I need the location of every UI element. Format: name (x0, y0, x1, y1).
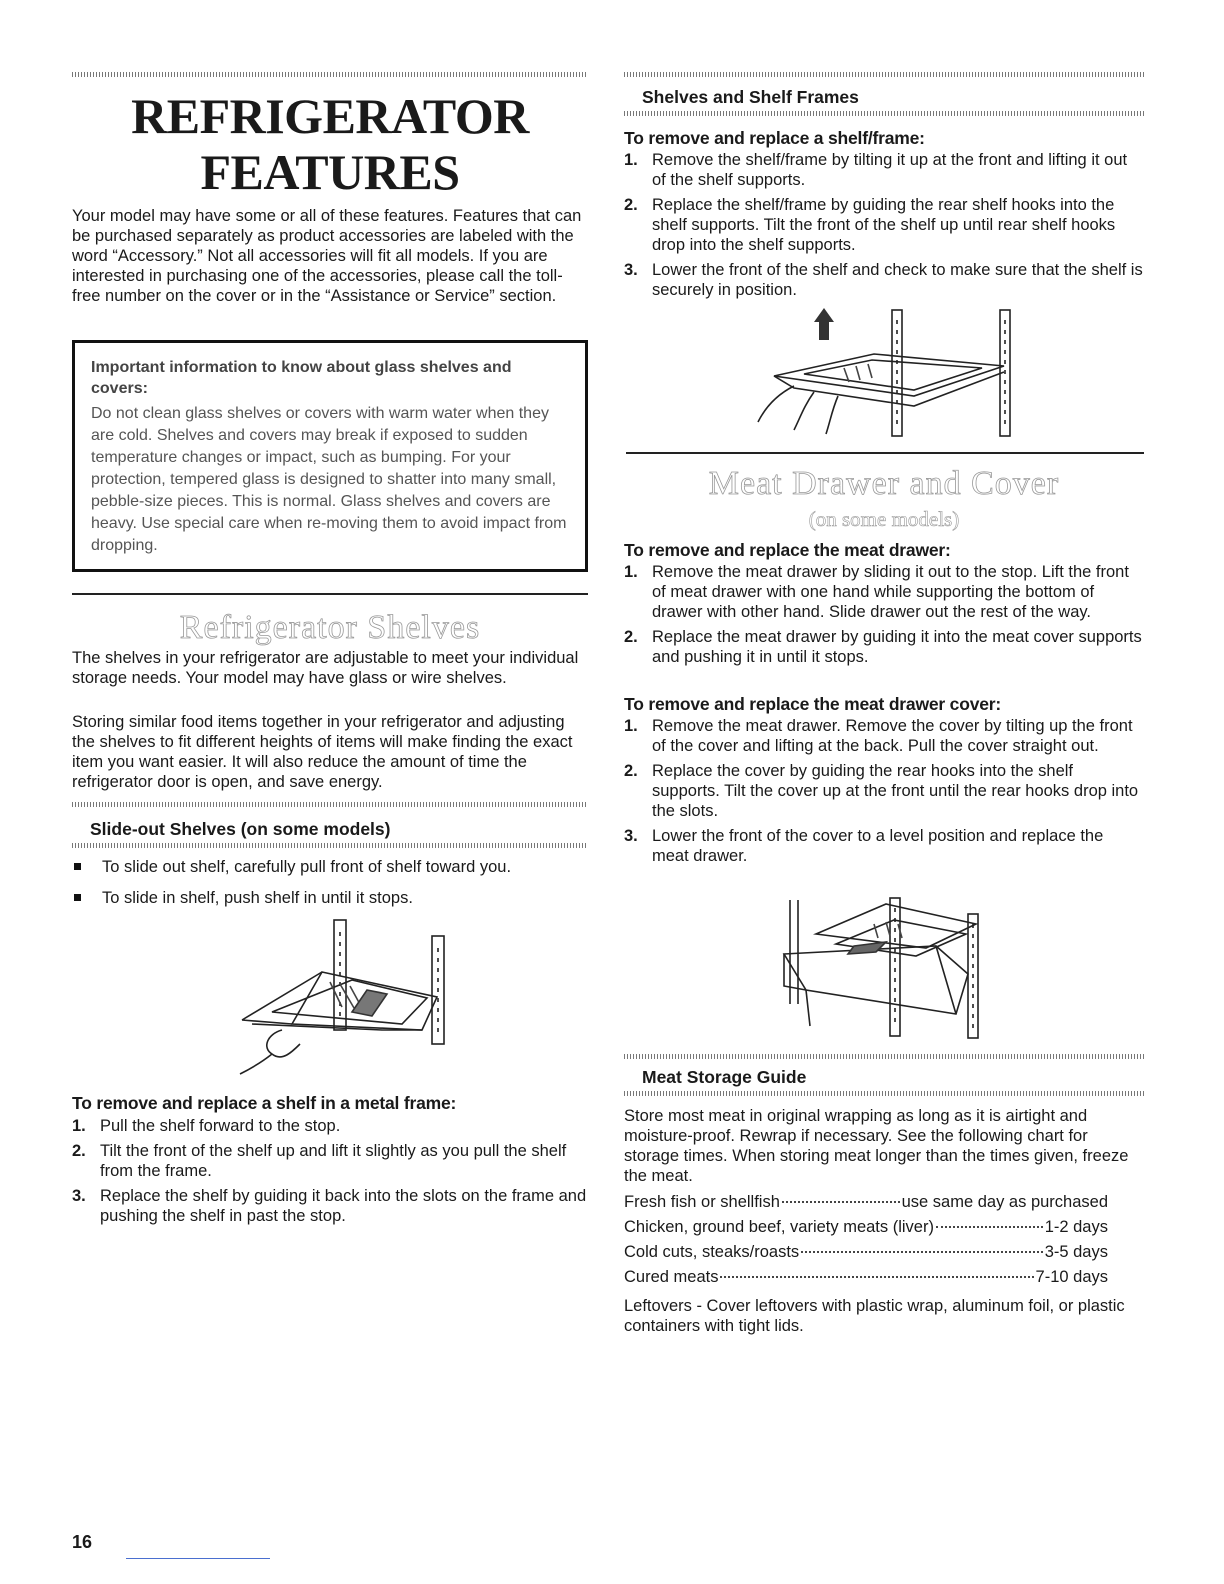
up-arrow-icon (814, 308, 834, 340)
shelf-frames-dither-top (624, 72, 1144, 77)
slide-out-shelf-illustration (222, 912, 522, 1082)
page-number: 16 (72, 1532, 93, 1552)
meat-storage-intro: Store most meat in original wrapping as long as it is airtight and moisture-proof. Rewrap if necessary. See the following chart for storage times. When storing meat longer than the times given, freeze the meat. (624, 1107, 1129, 1185)
metal-frame-steps (72, 1116, 588, 1231)
list-item: 1. Remove the shelf/frame by tilting it up at the front and lifting it out of the shelf supports. (624, 151, 1128, 189)
list-item: 2. Replace the cover by guiding the rear hooks into the shelf supports. Tilt the cover up at the front until the rear hooks drop into the slots. (624, 762, 1139, 820)
top-dither-rule (72, 72, 588, 77)
meat-cover-task-heading: To remove and replace the meat drawer cover: (624, 694, 1001, 714)
bullet-square-icon (74, 894, 81, 901)
shelves-paragraph-1: The shelves in your refrigerator are adjustable to meet your individual storage needs. Your model may have glass or wire shelves. (72, 649, 579, 687)
list-item: To slide in shelf, push shelf in until it stops. (72, 888, 588, 908)
list-item: 3. Lower the front of the cover to a level position and replace the meat drawer. (624, 827, 1104, 865)
list-item: 1. Remove the meat drawer by sliding it out to the stop. Lift the front of meat drawer with one hand while supporting the bottom of drawer with other hand. Slide drawer out the rest of the way. (624, 563, 1129, 621)
list-item: 2. Replace the shelf/frame by guiding the rear shelf hooks into the shelf supports. Tilt the front of the shelf up until rear shelf hooks drop into the shelf supports. (624, 196, 1116, 254)
meat-storage-dither-top (624, 1054, 1144, 1059)
table-row: Chicken, ground beef, variety meats (liver) 1-2 days (624, 1218, 1108, 1236)
table-row: Cold cuts, steaks/roasts 3-5 days (624, 1243, 1108, 1261)
shelf-frames-title: Shelves and Shelf Frames (642, 87, 859, 107)
shelf-frame-steps (624, 150, 1144, 305)
table-row: Fresh fish or shellfish use same day as purchased (624, 1193, 1108, 1211)
section-rule (72, 593, 588, 595)
list-item: 3. Replace the shelf by guiding it back into the slots on the frame and pushing the shelf in past the stop. (72, 1187, 587, 1225)
list-item: 1. Pull the shelf forward to the stop. (72, 1117, 341, 1135)
list-item: 2. Tilt the front of the shelf up and lift it slightly as you pull the shelf from the frame. (72, 1142, 567, 1180)
meat-drawer-steps (624, 562, 1144, 672)
meat-cover-steps (624, 716, 1144, 871)
list-item: 3. Lower the front of the shelf and check to make sure that the shelf is securely in position. (624, 261, 1143, 299)
list-item: 1. Remove the meat drawer. Remove the cover by tilting up the front of the cover and lifting at the back. Pull the cover straight out. (624, 717, 1133, 755)
page-title-line2: FEATURES (200, 144, 460, 200)
list-item: 2. Replace the meat drawer by guiding it into the meat cover supports and pushing it in until it stops. (624, 628, 1142, 666)
meat-storage-title: Meat Storage Guide (642, 1067, 807, 1087)
refrigerator-shelves-heading: Refrigerator Shelves (179, 609, 481, 646)
glass-notice-heading: Important information to know about glass shelves and covers: (91, 359, 512, 397)
footer-link-line (126, 1558, 270, 1559)
meat-drawer-heading: Meat Drawer and Cover (708, 465, 1060, 502)
meat-storage-dither-bottom (624, 1091, 1144, 1096)
meat-section-rule (626, 452, 1144, 454)
glass-notice-body: Do not clean glass shelves or covers with warm water when they are cold. Shelves and covers may break if exposed to sudden temperature changes or impact, such as bumping. For your protection, tempered glass is designed to shatter into many small, pebble-size pieces. This is normal. Glass shelves and covers are heavy. Use special care when re-moving them to avoid impact from dropping. (91, 405, 567, 554)
slide-out-bullets (72, 857, 588, 919)
slide-out-dither-bottom (72, 843, 588, 848)
shelf-frame-illustration (754, 306, 1024, 440)
glass-notice-box (72, 340, 588, 572)
table-row: Cured meats 7-10 days (624, 1268, 1108, 1286)
shelf-frames-dither-bottom (624, 111, 1144, 116)
metal-frame-heading: To remove and replace a shelf in a metal frame: (72, 1093, 457, 1113)
slide-out-dither-top (72, 802, 588, 807)
intro-paragraph: Your model may have some or all of these features. Features that can be purchased separately as product accessories are labeled with the word “Accessory.” Not all accessories will fit all models. If you are interested in purchasing one of the accessories, please call the toll-free number on the cover or in the “Assistance or Service” section. (72, 207, 582, 305)
page-title-line1: REFRIGERATOR (131, 88, 529, 144)
meat-drawer-illustration (776, 894, 992, 1040)
shelf-frame-heading: To remove and replace a shelf/frame: (624, 128, 925, 148)
leftovers-note: Leftovers - Cover leftovers with plastic wrap, aluminum foil, or plastic containers with tight lids. (624, 1297, 1125, 1335)
meat-storage-table (624, 1190, 1108, 1290)
list-item: To slide out shelf, carefully pull front of shelf toward you. (72, 857, 588, 877)
shelves-paragraph-2: Storing similar food items together in your refrigerator and adjusting the shelves to fit different heights of items will make finding the exact item you want easier. It will also reduce the amount of time the refrigerator door is open, and save energy. (72, 713, 573, 791)
slide-out-title: Slide-out Shelves (on some models) (90, 819, 391, 839)
meat-drawer-subheading: (on some models) (808, 507, 960, 531)
bullet-square-icon (74, 863, 81, 870)
meat-drawer-task-heading: To remove and replace the meat drawer: (624, 540, 951, 560)
page-title (72, 88, 588, 200)
